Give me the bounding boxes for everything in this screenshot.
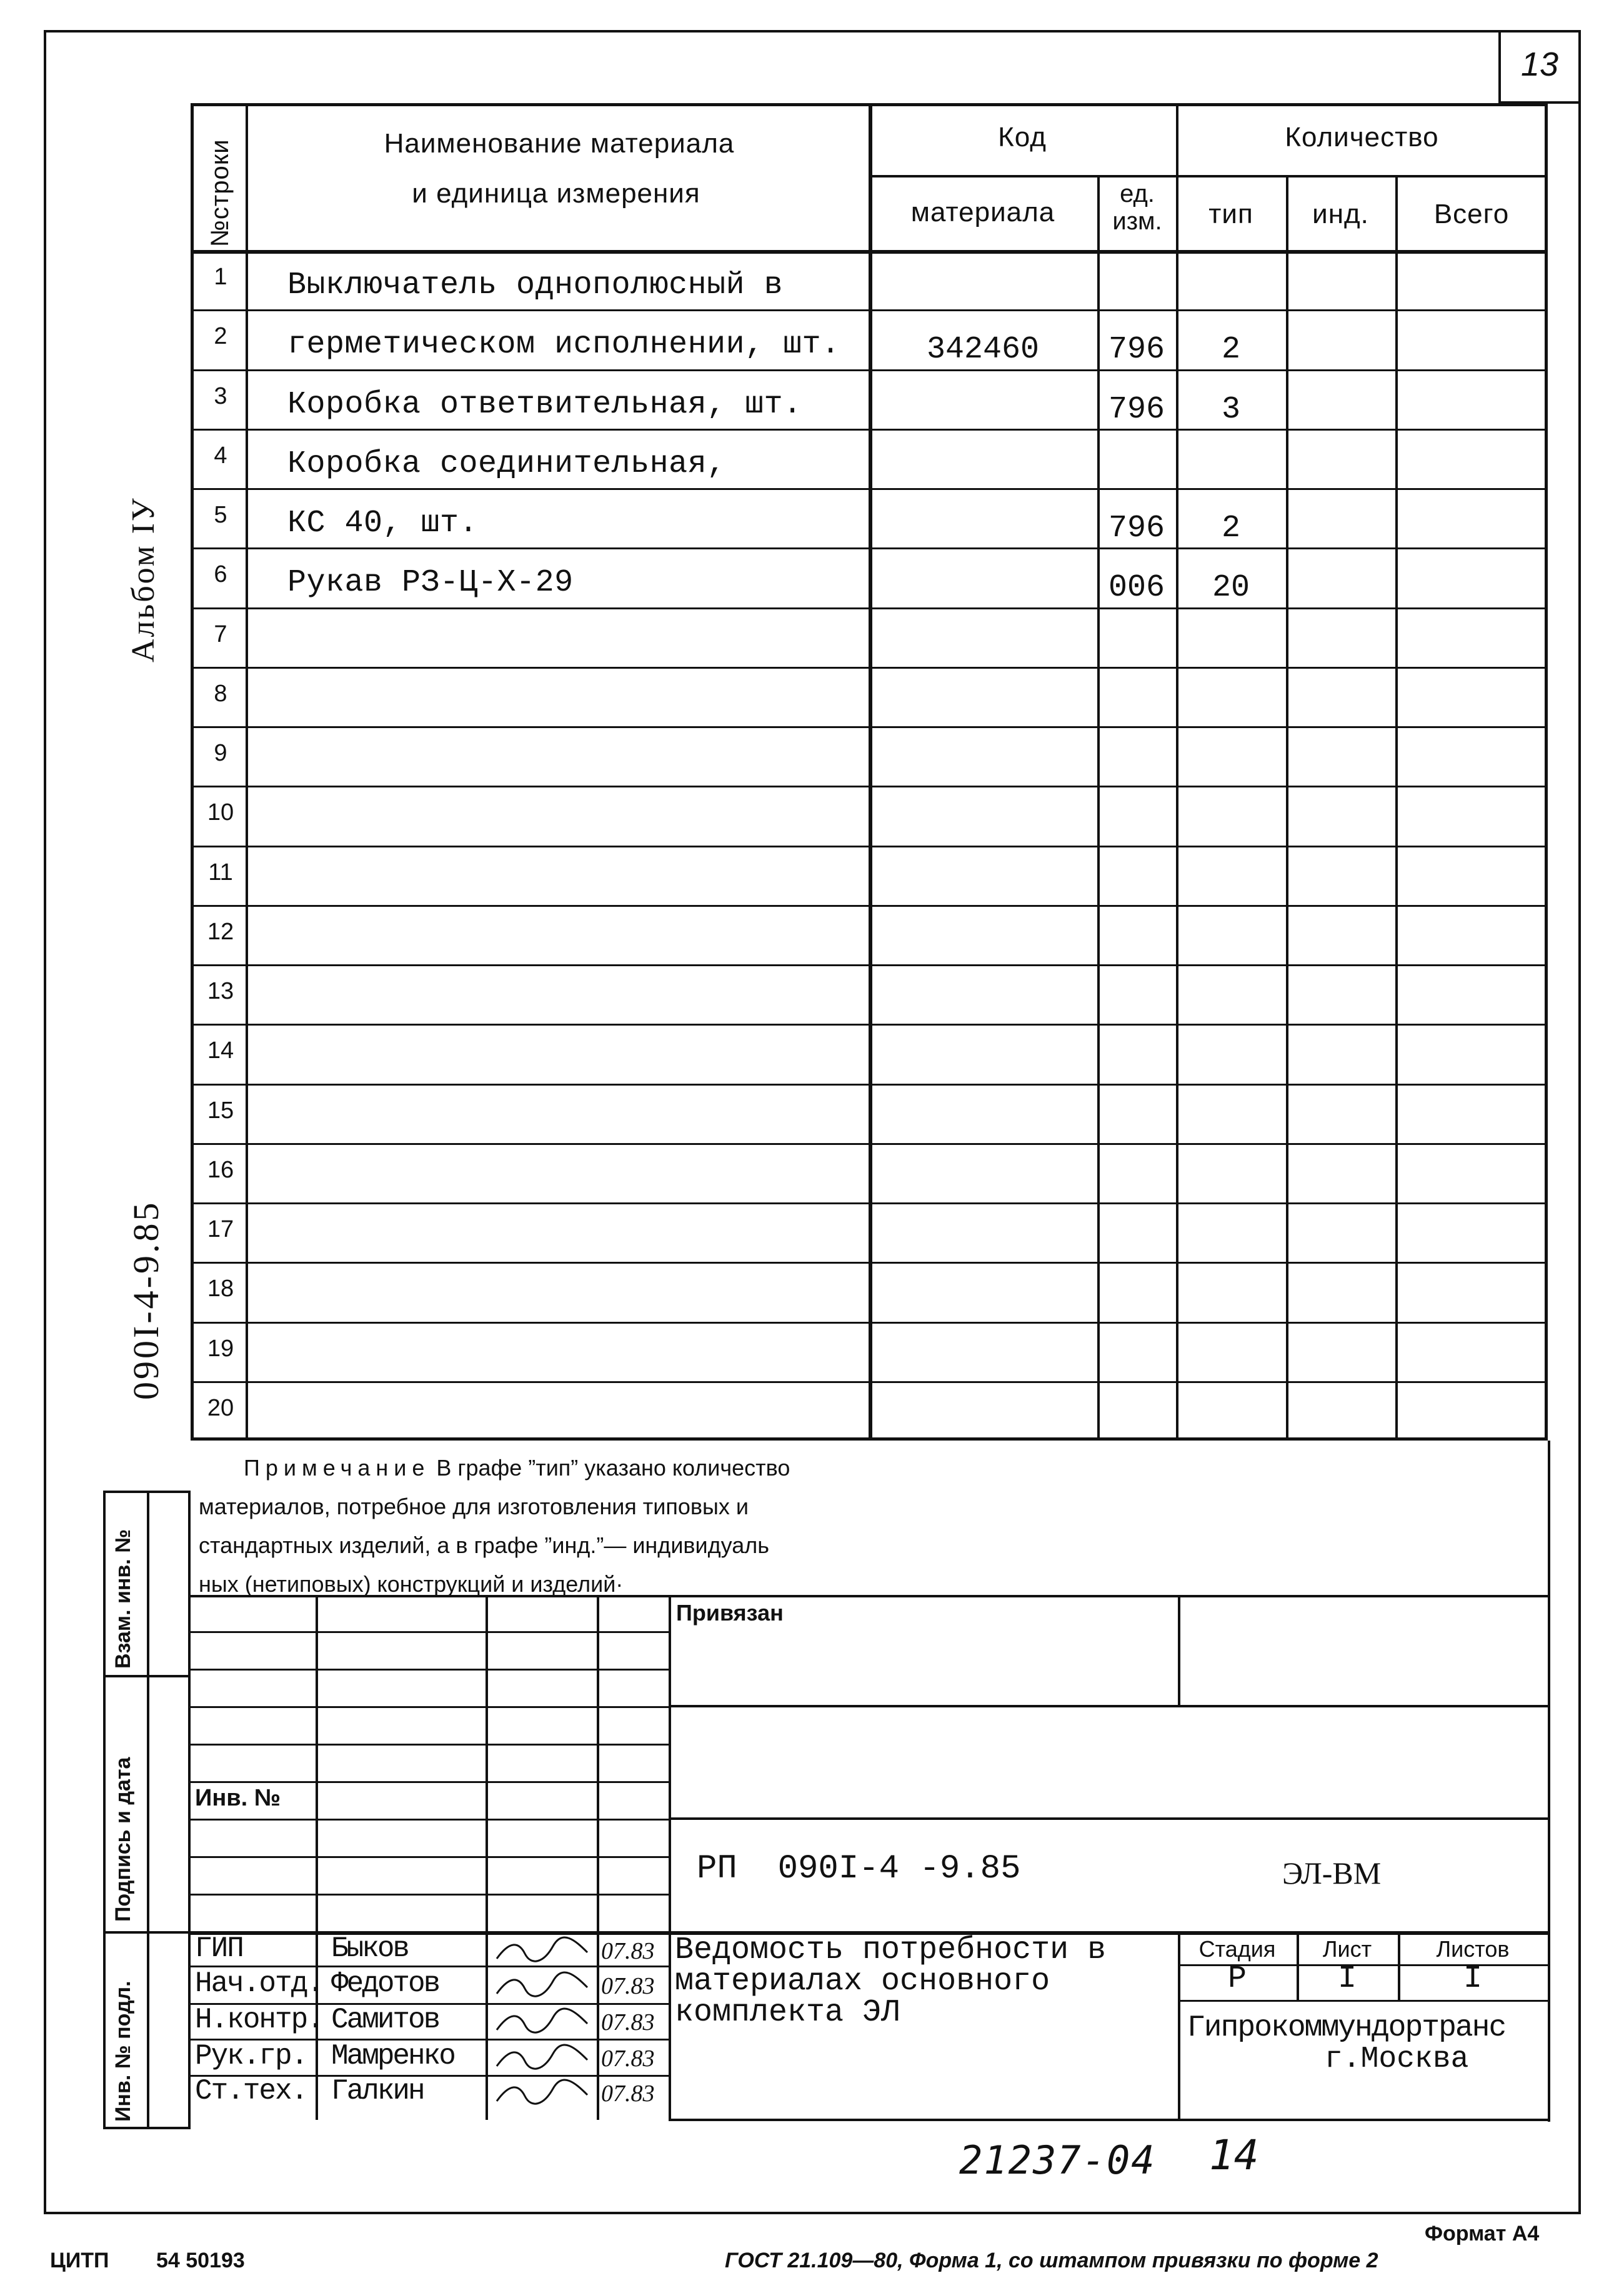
cell-type: 20 bbox=[1212, 570, 1250, 606]
row-number: 10 bbox=[207, 799, 234, 826]
row-number: 15 bbox=[207, 1097, 234, 1124]
doc-designation: РП 090I-4 -9.85 bbox=[697, 1850, 1021, 1888]
cell-type: 3 bbox=[1221, 391, 1240, 427]
note-block bbox=[199, 1449, 790, 1604]
doc-suffix: ЭЛ-ВМ bbox=[1282, 1856, 1382, 1891]
note-line4: ных (нетиповых) конструкций и изделий· bbox=[199, 1571, 624, 1597]
row-number: 19 bbox=[207, 1335, 234, 1362]
signer-date: 07.83 bbox=[601, 1938, 655, 1964]
material-name: Рукав РЗ-Ц-Х-29 bbox=[287, 565, 574, 601]
doc-title-line1: Ведомость потребности в bbox=[675, 1932, 1107, 1968]
sheet-label: Лист bbox=[1322, 1936, 1372, 1962]
vzam-inv-label: Взам. инв. № bbox=[111, 1529, 135, 1669]
note-line1: В графе ”тип” указано количество bbox=[436, 1455, 790, 1481]
podpis-data-label: Подпись и дата bbox=[111, 1757, 135, 1922]
col-qty-total-header: Всего bbox=[1433, 199, 1510, 229]
row-number: 12 bbox=[207, 918, 234, 945]
col-name-header-line2: и единица измерения bbox=[412, 178, 700, 209]
album-label: Альбом IУ bbox=[126, 496, 161, 662]
row-number: 1 bbox=[214, 264, 227, 290]
col-qty-header: Количество bbox=[1285, 122, 1439, 152]
note-title: Примечание bbox=[244, 1455, 431, 1481]
signature-mark bbox=[494, 2077, 594, 2109]
row-number: 2 bbox=[214, 323, 227, 350]
row-number: 7 bbox=[214, 621, 227, 647]
sheets-value: I bbox=[1463, 1961, 1482, 1997]
sheets-label: Листов bbox=[1436, 1936, 1510, 1962]
signer-date: 07.83 bbox=[601, 2009, 655, 2036]
privyazan-label: Привязан bbox=[676, 1600, 784, 1626]
cell-type: 2 bbox=[1221, 332, 1240, 368]
cell-unit: 796 bbox=[1108, 391, 1165, 427]
doc-title-line2: материалах основного bbox=[675, 1964, 1050, 1999]
col-row-no-header: №строки bbox=[206, 139, 234, 247]
col-code-material-header: материала bbox=[910, 197, 1055, 227]
row-number: 5 bbox=[214, 502, 227, 528]
footer-standard: ГОСТ 21.109—80, Форма 1, со штампом привязки по форме 2 bbox=[725, 2249, 1378, 2272]
row-number: 8 bbox=[214, 680, 227, 707]
row-number: 17 bbox=[207, 1216, 234, 1242]
note-line3: стандартных изделий, а в графе ”инд.”— индивидуаль bbox=[199, 1532, 770, 1558]
cell-code: 342460 bbox=[926, 332, 1040, 368]
row-number: 3 bbox=[214, 382, 227, 409]
row-number: 6 bbox=[214, 561, 227, 588]
cell-unit: 796 bbox=[1108, 332, 1165, 368]
signer-role: Н.контр. bbox=[195, 2004, 323, 2036]
row-number: 9 bbox=[214, 740, 227, 766]
col-name-header-line1: Наименование материала bbox=[384, 128, 735, 159]
col-code-unit-header: ед. изм. bbox=[1112, 180, 1162, 235]
material-name: КС 40, шт. bbox=[287, 506, 479, 541]
cell-unit: 006 bbox=[1108, 570, 1165, 606]
row-number: 4 bbox=[214, 442, 227, 469]
handwritten-number: 21237-04 bbox=[959, 2137, 1156, 2183]
footer-code: 54 50193 bbox=[156, 2249, 245, 2272]
stage-value: Р bbox=[1227, 1961, 1247, 1997]
sheet-value: I bbox=[1337, 1961, 1357, 1997]
material-name: Выключатель однополюсный в bbox=[287, 267, 784, 303]
signer-name: Быков bbox=[331, 1932, 409, 1965]
col-qty-ind-header: инд. bbox=[1312, 199, 1369, 229]
footer-org: ЦИТП bbox=[50, 2249, 109, 2272]
footer-format: Формат А4 bbox=[1425, 2222, 1540, 2246]
row-number: 13 bbox=[207, 978, 234, 1004]
row-number: 20 bbox=[207, 1394, 234, 1421]
inv-podl-label: Инв. № подл. bbox=[111, 1981, 135, 2122]
inv-no-label: Инв. № bbox=[195, 1785, 281, 1811]
col-qty-type-header: тип bbox=[1208, 199, 1253, 229]
signer-name: Мамренко bbox=[331, 2040, 454, 2072]
cell-type: 2 bbox=[1221, 511, 1240, 546]
handwritten-page: 14 bbox=[1209, 2131, 1259, 2179]
signer-name: Федотов bbox=[331, 1967, 439, 2000]
signer-role: Рук.гр. bbox=[195, 2040, 307, 2072]
signer-date: 07.83 bbox=[601, 2046, 655, 2072]
note-line2: материалов, потребное для изготовления типовых и bbox=[199, 1494, 749, 1519]
org-line1: Гипрокоммундортранс bbox=[1187, 2011, 1506, 2045]
row-number: 14 bbox=[207, 1037, 234, 1064]
signer-role: ГИП bbox=[195, 1932, 243, 1965]
material-name: герметическом исполнении, шт. bbox=[287, 327, 840, 363]
signature-mark bbox=[494, 1970, 594, 2001]
signer-date: 07.83 bbox=[601, 2081, 655, 2107]
signature-mark bbox=[494, 2006, 594, 2037]
page-number: 13 bbox=[1520, 46, 1559, 83]
signer-role: Нач.отд. bbox=[195, 1967, 323, 2000]
row-number: 18 bbox=[207, 1276, 234, 1302]
material-name: Коробка ответвительная, шт. bbox=[287, 386, 802, 422]
stage-label: Стадия bbox=[1198, 1936, 1276, 1962]
col-code-header: Код bbox=[998, 122, 1047, 152]
signer-name: Галкин bbox=[331, 2075, 424, 2107]
signature-mark bbox=[494, 1935, 594, 1966]
side-doc-code: 090I-4-9.85 bbox=[126, 1200, 166, 1400]
signature-mark bbox=[494, 2042, 594, 2074]
signer-date: 07.83 bbox=[601, 1973, 655, 1999]
row-number: 11 bbox=[208, 859, 233, 886]
doc-title-line3: комплекта ЭЛ bbox=[675, 1995, 900, 2031]
cell-unit: 796 bbox=[1108, 511, 1165, 546]
signer-role: Ст.тех. bbox=[195, 2075, 307, 2107]
org-line2: г.Москва bbox=[1325, 2042, 1469, 2076]
doc-title bbox=[675, 1932, 1107, 2031]
material-name: Коробка соединительная, bbox=[287, 446, 726, 482]
signer-name: Самитов bbox=[331, 2004, 439, 2036]
row-number: 16 bbox=[207, 1156, 234, 1183]
